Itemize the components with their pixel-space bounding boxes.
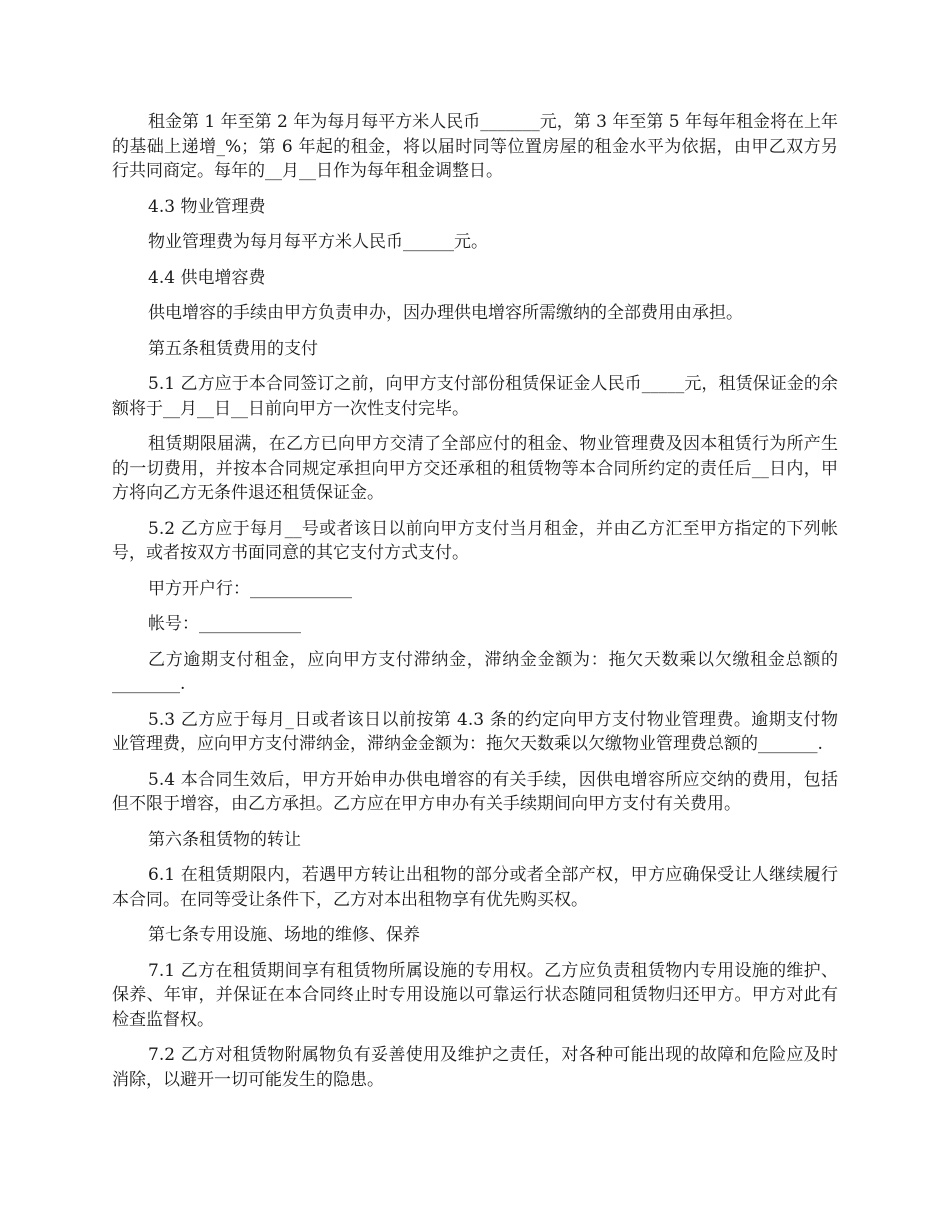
clause-7-2-paragraph: 7.2 乙方对租赁物附属物负有妥善使用及维护之责任，对各种可能出现的故障和危险应及时消除，以避开一切可能发生的隐患。 bbox=[112, 1045, 838, 1090]
article-7-heading: 第七条专用设施、场地的维修、保养 bbox=[148, 925, 420, 945]
bank-name-line: 甲方开户行：____________ bbox=[148, 578, 352, 599]
article-5-heading: 第五条租赁费用的支付 bbox=[148, 338, 318, 359]
rent-escalation-paragraph: 租金第 1 年至第 2 年为每月每平方米人民币_______元，第 3 年至第 5 年每年租金将在上年的基础上递增_%；第 6 年起的租金，将以届时同等位置房屋的租金水平为依据，由甲乙双方另行共同商定。每年的__月__日作为每年租金调整日。 bbox=[112, 112, 838, 181]
section-4-4-heading: 4.4 供电增容费 bbox=[148, 267, 266, 288]
property-fee-paragraph: 物业管理费为每月每平方米人民币______元。 bbox=[148, 232, 488, 252]
clause-5-1-paragraph: 5.1 乙方应于本合同签订之前，向甲方支付部份租赁保证金人民币_____元，租赁保证金的余额将于__月__日__日前向甲方一次性支付完毕。 bbox=[112, 374, 838, 419]
clause-5-4-paragraph: 5.4 本合同生效后，甲方开始申办供电增容的有关手续，因供电增容所应交纳的费用，包括但不限于增容，由乙方承担。乙方应在甲方申办有关手续期间向甲方支付有关费用。 bbox=[112, 769, 838, 814]
late-rent-paragraph: 乙方逾期支付租金，应向甲方支付滞纳金，滞纳金金额为：拖欠天数乘以欠缴租金总额的________. bbox=[112, 649, 838, 694]
clause-5-3-paragraph: 5.3 乙方应于每月_日或者该日以前按第 4.3 条的约定向甲方支付物业管理费。逾期支付物业管理费，应向甲方支付滞纳金，滞纳金金额为：拖欠天数乘以欠缴物业管理费总额的_______. bbox=[112, 709, 838, 754]
clause-5-2-paragraph: 5.2 乙方应于每月__号或者该日以前向甲方支付当月租金，并由乙方汇至甲方指定的下列帐号，或者按双方书面同意的其它支付方式支付。 bbox=[112, 518, 838, 563]
clause-6-1-paragraph: 6.1 在租赁期限内，若遇甲方转让出租物的部分或者全部产权，甲方应确保受让人继续履行本合同。在同等受让条件下，乙方对本出租物享有优先购买权。 bbox=[112, 865, 838, 910]
article-6-heading: 第六条租赁物的转让 bbox=[148, 829, 301, 850]
power-capacity-paragraph: 供电增容的手续由甲方负责申办，因办理供电增容所需缴纳的全部费用由承担。 bbox=[148, 303, 743, 323]
account-number-line: 帐号：____________ bbox=[148, 614, 301, 634]
section-4-3-heading: 4.3 物业管理费 bbox=[148, 196, 266, 217]
clause-7-1-paragraph: 7.1 乙方在租赁期间享有租赁物所属设施的专用权。乙方应负责租赁物内专用设施的维护、保养、年审，并保证在本合同终止时专用设施以可靠运行状态随同租赁物归还甲方。甲方对此有检查监督权。 bbox=[112, 960, 838, 1030]
deposit-refund-paragraph: 租赁期限届满，在乙方已向甲方交清了全部应付的租金、物业管理费及因本租赁行为所产生的一切费用，并按本合同规定承担向甲方交还承租的租赁物等本合同所约定的责任后__日内，甲方将向乙方无条件退还租赁保证金。 bbox=[112, 434, 838, 503]
